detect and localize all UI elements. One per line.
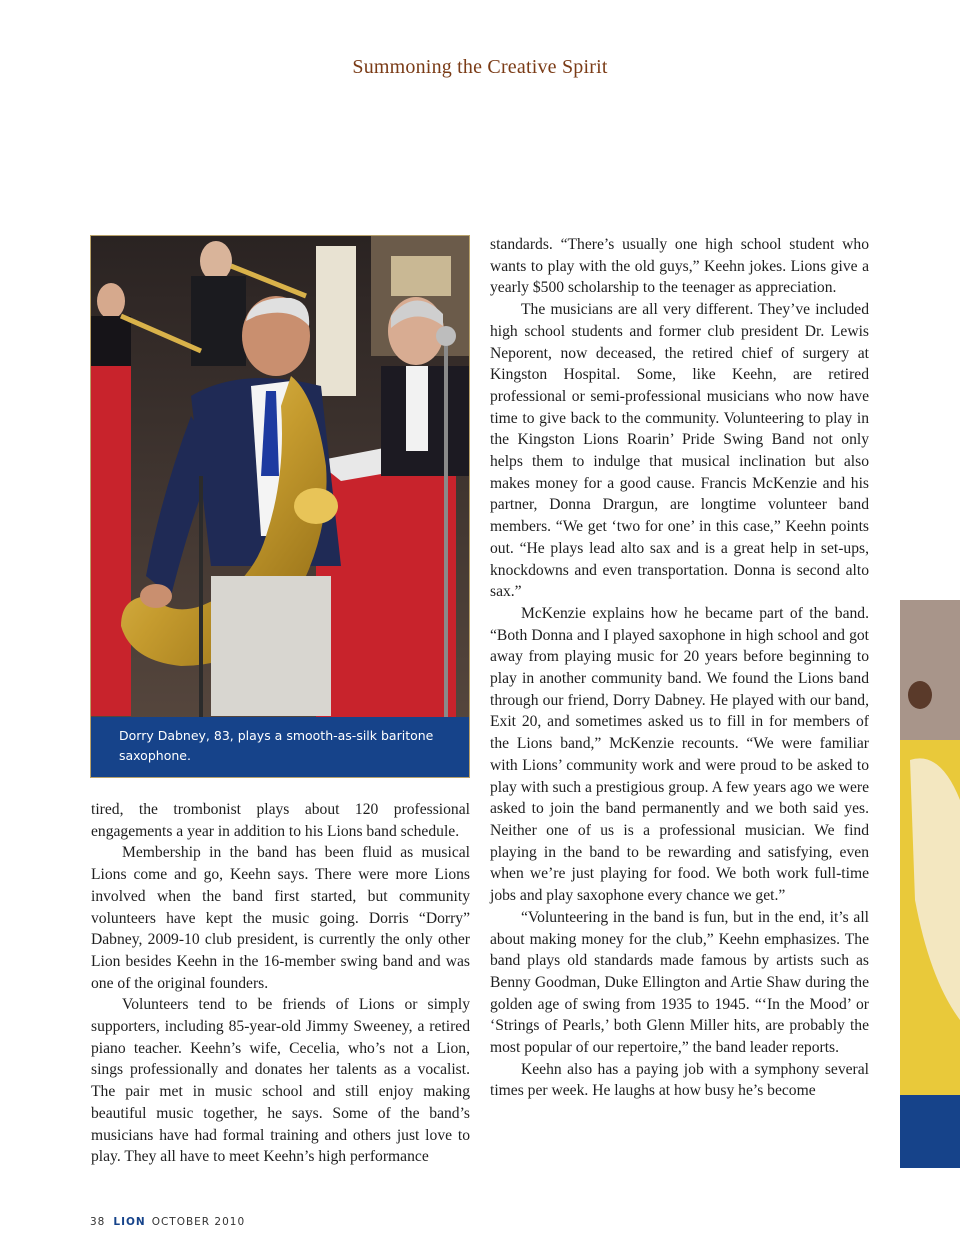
adjacent-page-photo (900, 600, 960, 1168)
article-paragraph: “Volunteering in the band is fun, but in the end, it’s all about making money for the club,” Keehn emphasizes. The band plays old standards made famous by artists such as Benny Goodman, Duke Ellington and Artie Shaw during the golden age of swing from 1935 to 1945. “‘In the Mood’ or ‘Strings of Pearls,’ both Glenn Miller hits, are probably the most popular of our repertoire,” the band leader reports. (490, 908, 869, 1057)
article-paragraph: McKenzie explains how he became part of the band. “Both Donna and I played saxophone in high school and got away from playing music for 20 years before beginning to play in another community band. We found the Lions band through our friend, Dorry Dabney. He played with our band, Exit 20, and sometimes asked us to fill in for members of the Lions band,” McKenzie recounts. “We were familiar with Lions’ community work and were proud to be asked to play with such a prestigious group. A few years ago we were asked to join the band permanently and we both said yes. Neither one of us is a professional musician. We find playing in the band to be rewarding and satisfying, even when we’re just playing for food. We both work full-time jobs and play saxophone every chance we get.” (490, 604, 869, 905)
article-column-right (490, 234, 869, 1102)
photo-caption: Dorry Dabney, 83, plays a smooth-as-silk baritone saxophone. (91, 717, 469, 777)
article-paragraph: standards. “There’s usually one high school student who wants to play with the old guys,” Keehn jokes. Lions give a yearly $500 scholarship to the teenager as appreciation. (490, 236, 869, 297)
article-paragraph: The musicians are all very different. They’ve included high school students and former club president Dr. Lewis Neporent, now deceased, the retired chief of surgery at Kingston Hospital. Some, like Keehn, are retired professional or semi-professional musicians who now have time to give back to the community. Volunteering to play in the Kingston Lions Roarin’ Pride Swing Band not only helps them to indulge that musical inclination but also makes money for a good cause. Francis McKenzie and his partner, Donna Drargun, are longtime volunteer band members. “We get ‘two for one’ in this case,” Keehn points out. “He plays lead alto sax and is a great help in set-ups, knockdowns and even transportation. Donna is second alto sax.” (490, 301, 869, 601)
article-paragraph: Keehn also has a paying job with a symphony several times per week. He laughs at how busy he’s become (490, 1060, 869, 1100)
page-number: 38 (90, 1216, 106, 1228)
issue-date: OCTOBER 2010 (151, 1216, 246, 1228)
article-column-left (91, 799, 470, 1168)
saxophonist-image (91, 236, 469, 777)
article-paragraph: Membership in the band has been fluid as musical Lions come and go, Keehn says. There were more Lions involved when the band first started, but community volunteers have kept the music going. Dorris “Dorry” Dabney, 2009-10 club president, is currently the only other Lion besides Keehn in the 16-member swing band and was one of the original founders. (91, 844, 470, 992)
band-photo (90, 235, 470, 778)
magazine-name: LION (113, 1216, 146, 1228)
page-footer (90, 1216, 245, 1228)
article-paragraph: Volunteers tend to be friends of Lions or simply supporters, including 85-year-old Jimmy Sweeney, a retired piano teacher. Keehn’s wife, Cecelia, who’s not a Lion, sings professionally and donates her talents as a vocalist. The pair met in music school and still enjoy making beautiful music together, he says. Some of the band’s musicians have had formal training and others just love to play. They all have to meet Keehn’s high performance (91, 996, 470, 1166)
article-paragraph: tired, the trombonist plays about 120 professional engagements a year in addition to his Lions band schedule. (91, 801, 470, 840)
page-header-title: Summoning the Creative Spirit (352, 56, 608, 78)
